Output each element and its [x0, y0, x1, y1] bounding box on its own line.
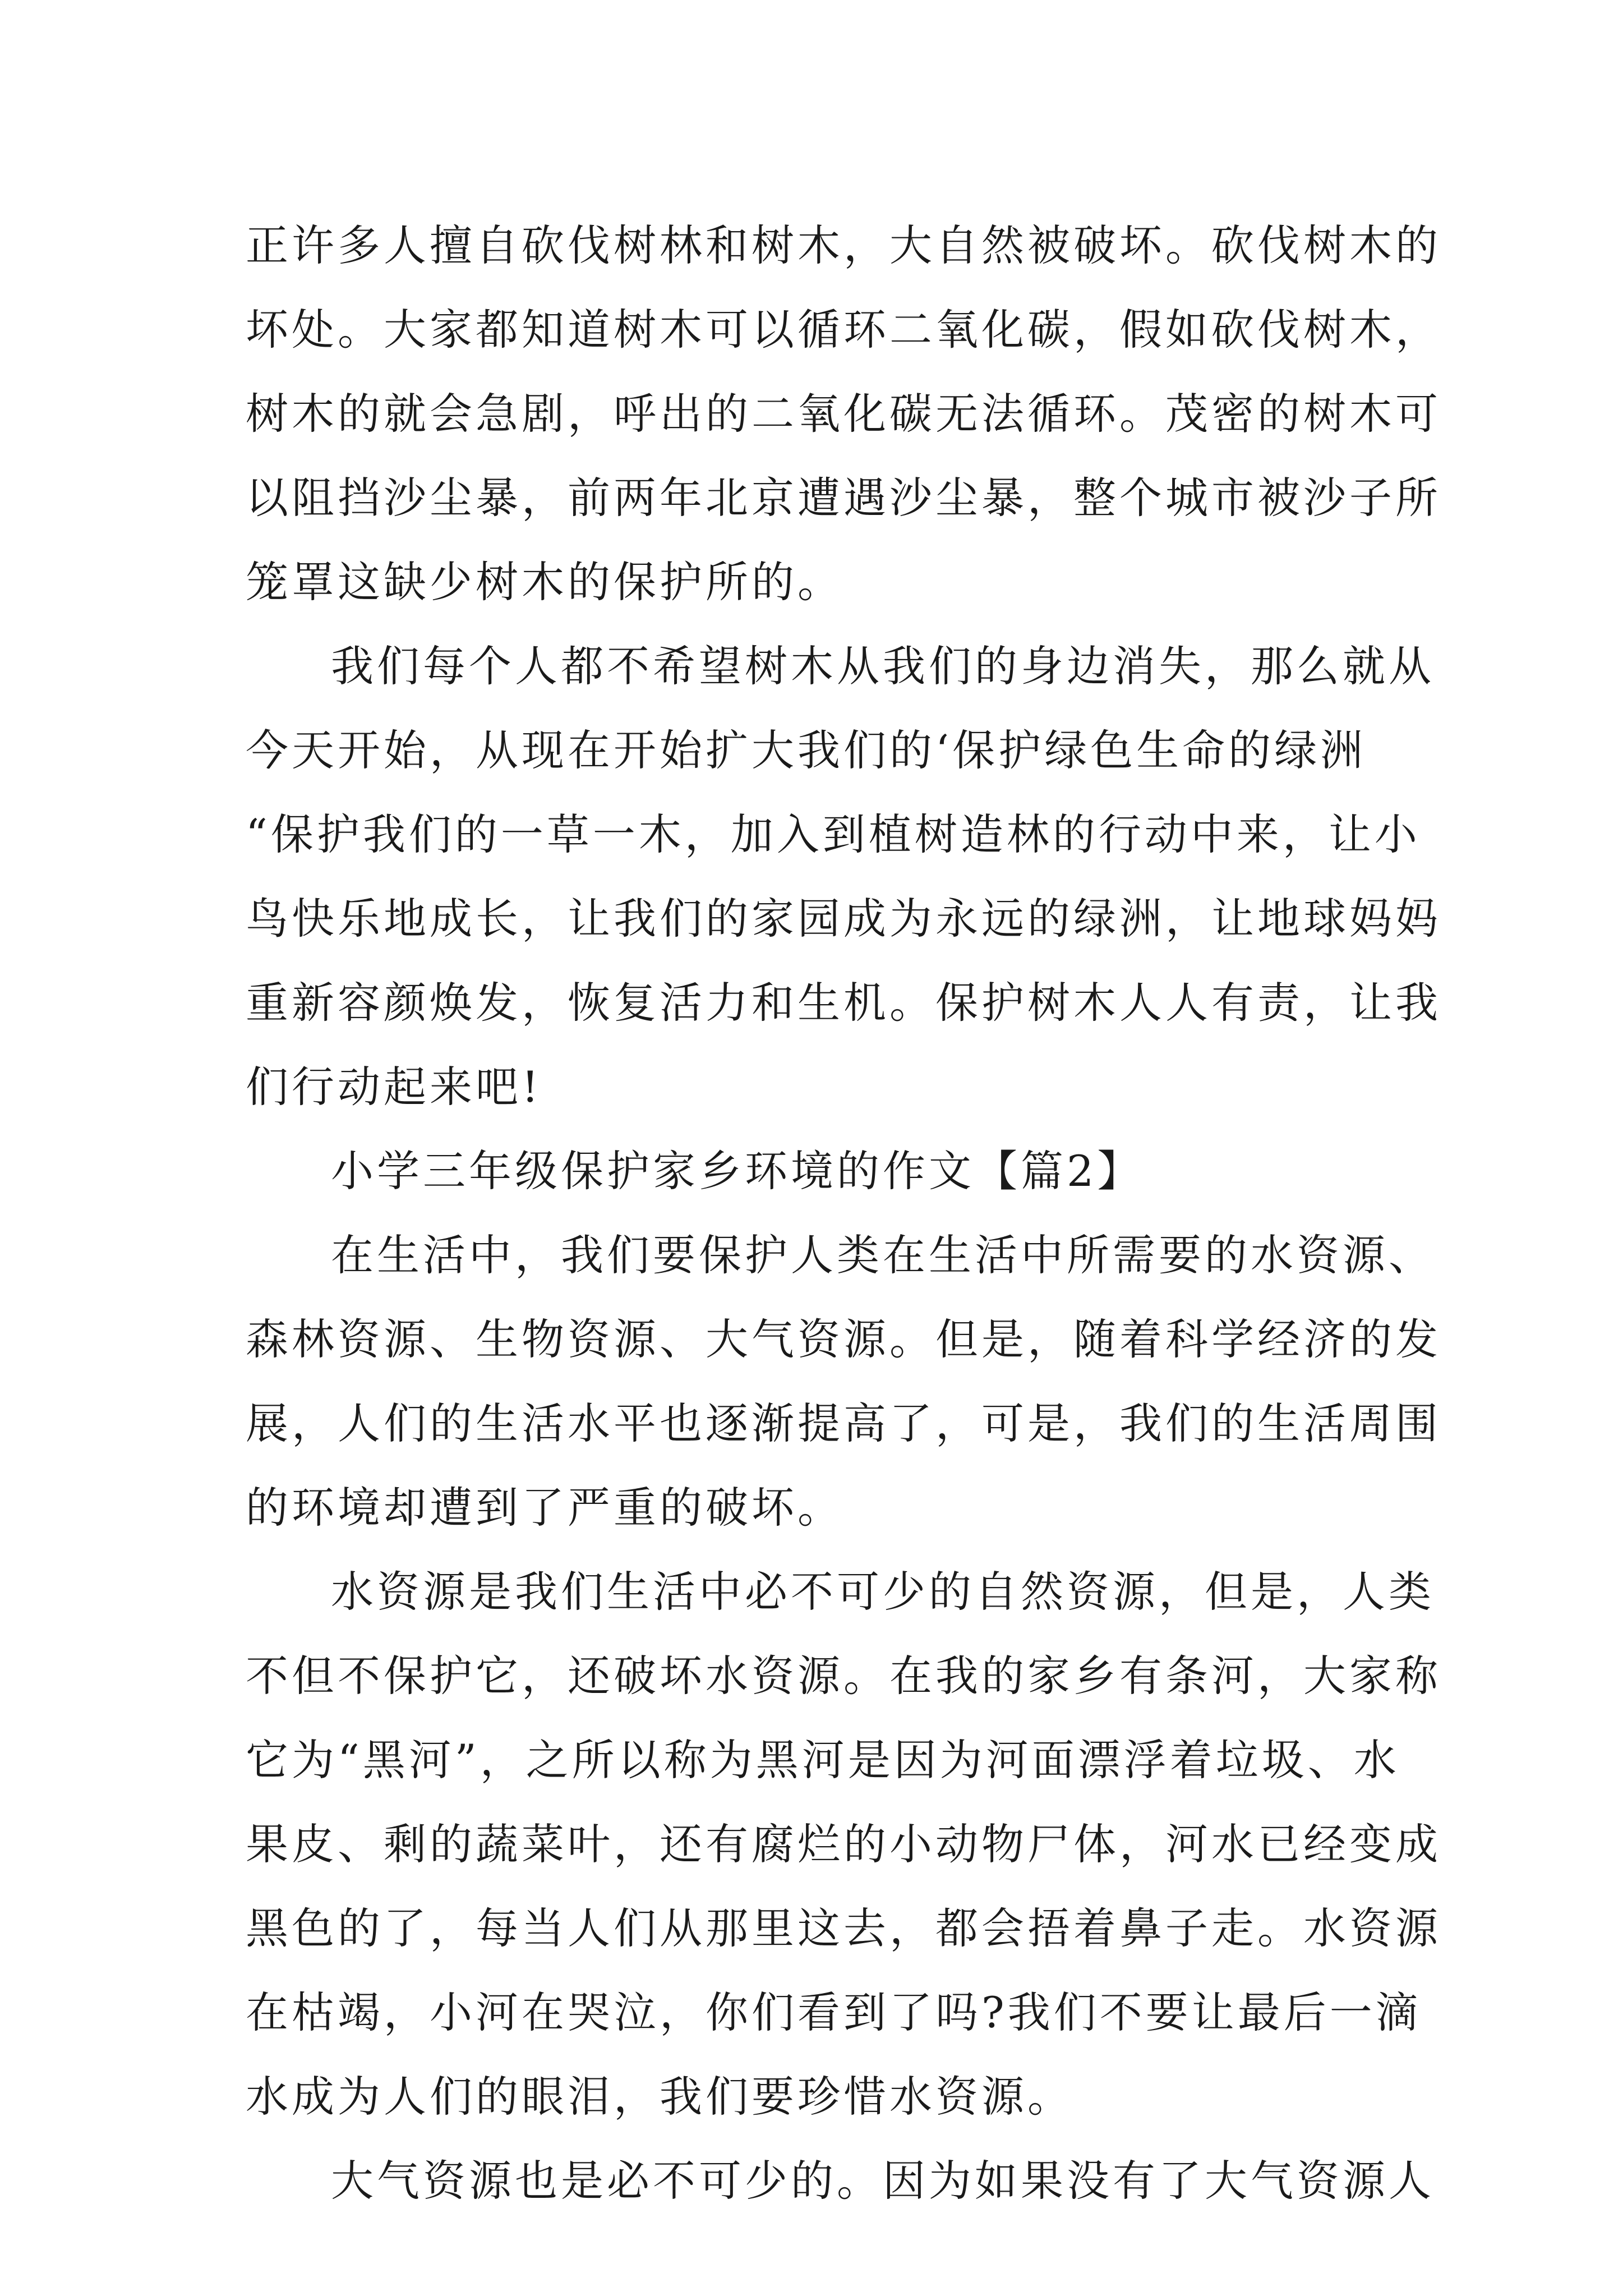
text-line: 坏处。大家都知道树木可以循环二氧化碳，假如砍伐树木， [246, 305, 1441, 355]
text-line: 正许多人擅自砍伐树林和树木，大自然被破坏。砍伐树木的 [246, 220, 1441, 270]
paragraph-first-line: 大气资源也是必不可少的。因为如果没有了大气资源人 [331, 2156, 1435, 2206]
text-line: 它为“黑河”，之所以称为黑河是因为河面漂浮着垃圾、水 [246, 1735, 1400, 1785]
text-line: 在枯竭，小河在哭泣，你们看到了吗?我们不要让最后一滴 [246, 1987, 1422, 2037]
text-line: “保护我们的一草一木，加入到植树造林的行动中来，让小 [246, 809, 1421, 859]
text-line: 展，人们的生活水平也逐渐提高了，可是，我们的生活周围 [246, 1398, 1441, 1448]
text-line: 水成为人们的眼泪，我们要珍惜水资源。 [246, 2072, 1073, 2122]
text-line: 笼罩这缺少树木的保护所的。 [246, 557, 843, 607]
text-line: 不但不保护它，还破坏水资源。在我的家乡有条河，大家称 [246, 1651, 1441, 1701]
text-line: 以阻挡沙尘暴，前两年北京遭遇沙尘暴，整个城市被沙子所 [246, 473, 1441, 523]
text-line: 们行动起来吧! [246, 1062, 542, 1112]
paragraph-first-line: 我们每个人都不希望树木从我们的身边消失，那么就从 [331, 641, 1435, 691]
text-line: 黑色的了，每当人们从那里这去，都会捂着鼻子走。水资源 [246, 1903, 1441, 1953]
paragraph-first-line: 水资源是我们生活中必不可少的自然资源，但是，人类 [331, 1567, 1435, 1617]
paragraph-first-line: 在生活中，我们要保护人类在生活中所需要的水资源、 [331, 1230, 1435, 1280]
text-line: 森林资源、生物资源、大气资源。但是，随着科学经济的发 [246, 1314, 1441, 1364]
text-line: 今天开始，从现在开始扩大我们的‘保护绿色生命的绿洲 [246, 725, 1367, 775]
text-line: 鸟快乐地成长，让我们的家园成为永远的绿洲，让地球妈妈 [246, 894, 1441, 944]
section-heading: 小学三年级保护家乡环境的作文【篇2】 [331, 1146, 1144, 1196]
text-line: 重新容颜焕发，恢复活力和生机。保护树木人人有责，让我 [246, 978, 1441, 1028]
text-line: 果皮、剩的蔬菜叶，还有腐烂的小动物尸体，河水已经变成 [246, 1819, 1441, 1869]
text-line: 树木的就会急剧，呼出的二氧化碳无法循环。茂密的树木可 [246, 389, 1441, 439]
text-line: 的环境却遭到了严重的破坏。 [246, 1483, 843, 1533]
